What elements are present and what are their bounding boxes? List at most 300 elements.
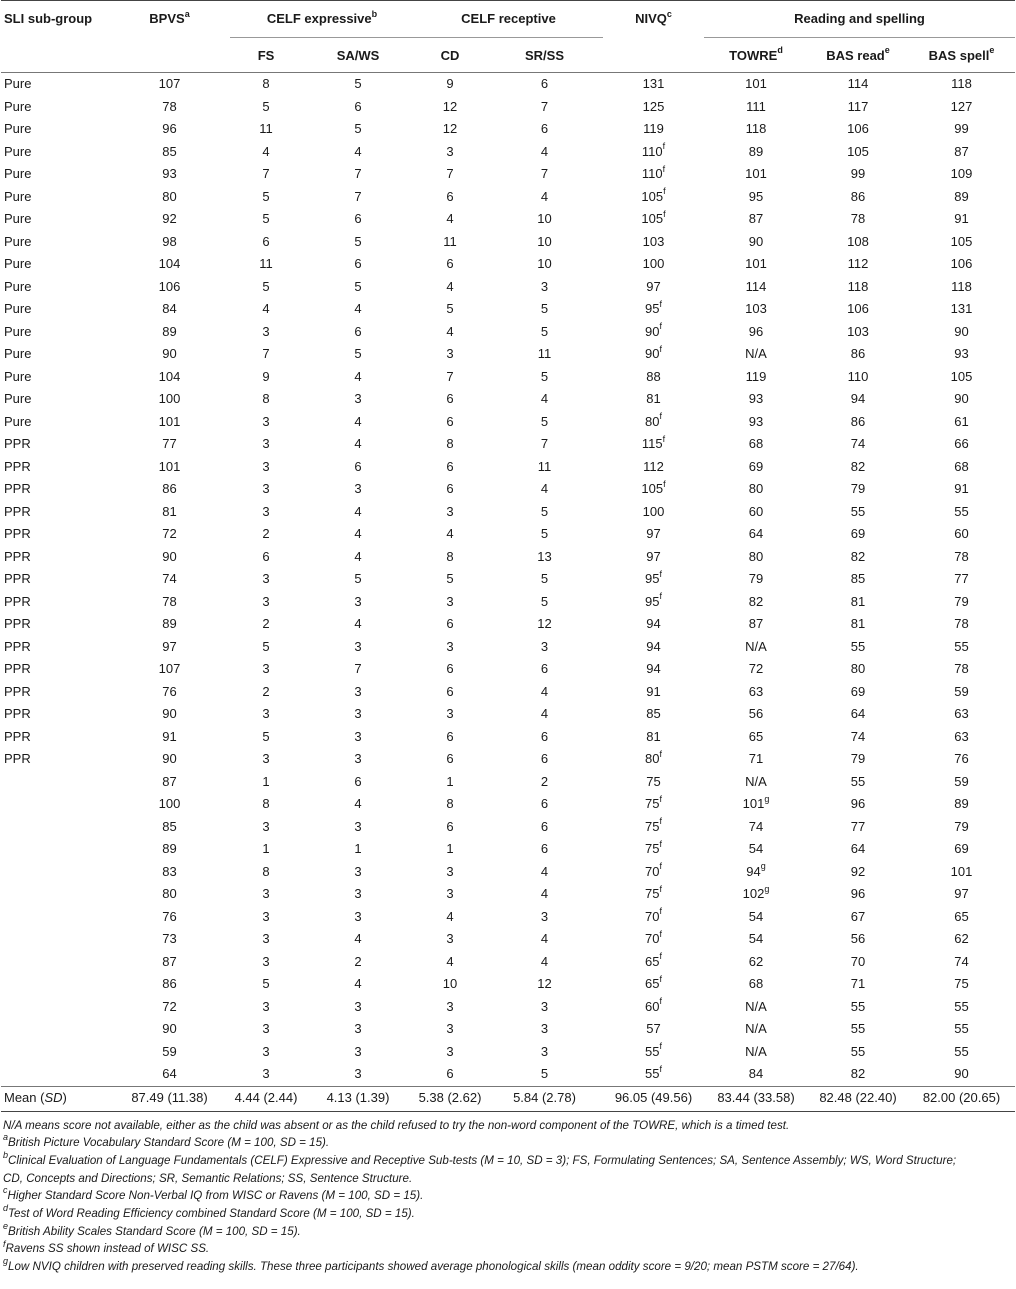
sr-ss-cell: 6 bbox=[540, 796, 549, 811]
sr-ss-cell: 4 bbox=[540, 931, 549, 946]
sr-ss-cell: 4 bbox=[540, 953, 549, 969]
bpvs-cell: 78 bbox=[162, 593, 177, 609]
cd-cell: 4 bbox=[446, 908, 454, 924]
bas-spell-cell: 90 bbox=[954, 1066, 969, 1081]
table-row bbox=[1, 388, 1015, 411]
subgroup-cell: PPR bbox=[4, 436, 31, 451]
subgroup-cell: PPR bbox=[4, 616, 31, 631]
nivq-cell: 94 bbox=[646, 616, 661, 631]
subgroup-cell: Pure bbox=[4, 278, 32, 294]
nivq-cell: 65$^f$ bbox=[645, 951, 662, 969]
sr-ss-cell: 4 bbox=[540, 143, 549, 159]
towre-cell: 93 bbox=[748, 391, 764, 406]
bas-spell-cell: 78 bbox=[954, 661, 969, 676]
bpvs-cell: 89 bbox=[162, 841, 177, 856]
fs-cell: 3 bbox=[262, 1021, 270, 1036]
bas-read-cell: 55 bbox=[850, 638, 866, 654]
header-bas-spell: BAS spell$^e$ bbox=[928, 45, 995, 63]
bas-spell-cell: 55 bbox=[954, 1043, 969, 1059]
sa-ws-cell: 3 bbox=[354, 706, 362, 721]
bpvs-cell: 90 bbox=[162, 1021, 177, 1036]
sr-ss-cell: 6 bbox=[540, 818, 549, 834]
towre-cell: 82 bbox=[748, 593, 764, 609]
sr-ss-cell: 5 bbox=[540, 413, 549, 429]
subgroup-cell: Pure bbox=[4, 301, 32, 316]
nivq-cell: 105$^f$ bbox=[641, 478, 666, 496]
footnote-b-continued: CD, Concepts and Directions; SR, Semantic Relations; SS, Sentence Structure. bbox=[3, 1171, 413, 1185]
sr-ss-cell: 4 bbox=[540, 481, 549, 496]
sr-ss-cell: 5 bbox=[540, 301, 549, 316]
subgroup-cell: Pure bbox=[4, 211, 32, 226]
sa-ws-cell: 3 bbox=[354, 1043, 362, 1059]
nivq-cell: 100 bbox=[642, 256, 665, 271]
sr-ss-cell: 4 bbox=[540, 683, 549, 699]
bas-read-cell: 92 bbox=[850, 863, 866, 879]
subgroup-cell bbox=[1, 1041, 109, 1064]
towre-cell: 54 bbox=[748, 908, 764, 924]
bas-spell-cell: 79 bbox=[954, 818, 969, 834]
fs-cell: 11 bbox=[259, 256, 273, 271]
footnote-f: $^f$Ravens SS shown instead of WISC SS. bbox=[3, 1238, 210, 1256]
table-row bbox=[1, 298, 1015, 321]
subgroup-cell: PPR bbox=[4, 503, 31, 519]
header-towre: TOWRE$^d$ bbox=[729, 45, 783, 63]
cd-cell: 6 bbox=[446, 256, 454, 271]
nivq-cell: 91 bbox=[646, 683, 661, 699]
towre-cell: 101 bbox=[745, 256, 767, 271]
bas-read-cell: 117 bbox=[847, 98, 869, 114]
bpvs-cell: 64 bbox=[162, 1066, 177, 1081]
nivq-cell: 81 bbox=[646, 728, 661, 744]
bas-spell-cell: 109 bbox=[950, 166, 973, 181]
bpvs-cell: 84 bbox=[162, 301, 177, 316]
nivq-cell: 80$^f$ bbox=[645, 748, 662, 766]
towre-cell: 89 bbox=[748, 143, 764, 159]
bas-read-cell: 80 bbox=[850, 661, 866, 676]
nivq-cell: 95$^f$ bbox=[645, 591, 662, 609]
mean-cell: 5.84 (2.78) bbox=[486, 1086, 603, 1111]
towre-cell: 68 bbox=[748, 436, 764, 451]
bas-read-cell: 78 bbox=[850, 211, 866, 226]
nivq-cell: 90$^f$ bbox=[645, 321, 662, 339]
cd-cell: 1 bbox=[446, 841, 454, 856]
sa-ws-cell: 5 bbox=[354, 233, 362, 249]
table-footnotes bbox=[0, 1112, 1016, 1276]
subgroup-cell bbox=[1, 883, 109, 906]
sr-ss-cell: 3 bbox=[540, 1043, 549, 1059]
bpvs-cell: 98 bbox=[162, 233, 177, 249]
header-fs: FS bbox=[257, 47, 275, 63]
cd-cell: 6 bbox=[446, 1066, 454, 1081]
table-row bbox=[1, 411, 1015, 434]
fs-cell: 3 bbox=[262, 886, 270, 901]
fs-cell: 3 bbox=[262, 323, 270, 339]
fs-cell: 3 bbox=[262, 571, 270, 586]
sr-ss-cell: 10 bbox=[537, 256, 552, 271]
towre-cell: 79 bbox=[748, 571, 764, 586]
table-body bbox=[1, 73, 1015, 1087]
sr-ss-cell: 5 bbox=[540, 323, 549, 339]
subgroup-cell: PPR bbox=[4, 728, 31, 744]
subgroup-cell: PPR bbox=[4, 593, 31, 609]
fs-cell: 1 bbox=[262, 773, 270, 789]
table-row bbox=[1, 996, 1015, 1019]
cd-cell: 8 bbox=[446, 796, 454, 811]
bas-read-cell: 110 bbox=[847, 368, 869, 384]
bas-read-cell: 77 bbox=[850, 818, 866, 834]
fs-cell: 5 bbox=[262, 728, 270, 744]
bpvs-cell: 80 bbox=[162, 188, 177, 204]
cd-cell: 4 bbox=[446, 526, 454, 541]
bas-spell-cell: 61 bbox=[954, 413, 969, 429]
table-row bbox=[1, 1063, 1015, 1086]
nivq-cell: 75$^f$ bbox=[645, 816, 662, 834]
table-row bbox=[1, 96, 1015, 119]
fs-cell: 3 bbox=[262, 593, 270, 609]
table-row bbox=[1, 771, 1015, 794]
bpvs-cell: 93 bbox=[162, 166, 177, 181]
cd-cell: 4 bbox=[446, 323, 454, 339]
table-row bbox=[1, 501, 1015, 524]
sr-ss-cell: 5 bbox=[540, 1066, 549, 1081]
bpvs-cell: 72 bbox=[162, 998, 177, 1014]
sr-ss-cell: 5 bbox=[540, 368, 549, 384]
subgroup-cell: Pure bbox=[4, 368, 32, 384]
sa-ws-cell: 6 bbox=[354, 211, 362, 226]
bas-spell-cell: 79 bbox=[954, 593, 969, 609]
sa-ws-cell: 4 bbox=[354, 301, 362, 316]
header-sr-ss: SR/SS bbox=[524, 47, 564, 63]
bas-spell-cell: 87 bbox=[954, 143, 969, 159]
mean-label: Mean (SD) bbox=[1, 1086, 109, 1111]
bpvs-cell: 89 bbox=[162, 323, 177, 339]
nivq-cell: 65$^f$ bbox=[645, 973, 662, 991]
sr-ss-cell: 5 bbox=[540, 503, 549, 519]
cd-cell: 8 bbox=[446, 548, 454, 564]
cd-cell: 7 bbox=[446, 368, 454, 384]
sr-ss-cell: 6 bbox=[540, 76, 549, 91]
bas-read-cell: 64 bbox=[850, 841, 866, 856]
cd-cell: 3 bbox=[446, 1043, 454, 1059]
fs-cell: 6 bbox=[262, 233, 270, 249]
sa-ws-cell: 5 bbox=[354, 346, 362, 361]
bpvs-cell: 90 bbox=[162, 706, 177, 721]
cd-cell: 4 bbox=[446, 953, 454, 969]
table-row bbox=[1, 636, 1015, 659]
nivq-cell: 110$^f$ bbox=[641, 163, 666, 181]
subgroup-cell bbox=[1, 928, 109, 951]
nivq-cell: 75$^f$ bbox=[645, 838, 662, 856]
subgroup-cell: PPR bbox=[4, 481, 31, 496]
header-subgroup: SLI sub-group bbox=[4, 11, 93, 26]
sa-ws-cell: 5 bbox=[354, 278, 362, 294]
bas-read-cell: 67 bbox=[850, 908, 866, 924]
bas-read-cell: 114 bbox=[847, 76, 869, 91]
mean-cell: 82.00 (20.65) bbox=[908, 1086, 1015, 1111]
sr-ss-cell: 6 bbox=[540, 841, 549, 856]
scores-table bbox=[1, 0, 1015, 1112]
cd-cell: 12 bbox=[442, 98, 458, 114]
cd-cell: 6 bbox=[446, 818, 454, 834]
table-row bbox=[1, 906, 1015, 929]
fs-cell: 3 bbox=[262, 661, 270, 676]
table-row bbox=[1, 1041, 1015, 1064]
table-row bbox=[1, 231, 1015, 254]
sr-ss-cell: 12 bbox=[537, 616, 552, 631]
cd-cell: 5 bbox=[446, 301, 454, 316]
fs-cell: 3 bbox=[262, 818, 270, 834]
subgroup-cell: Pure bbox=[4, 143, 32, 159]
bas-spell-cell: 59 bbox=[954, 773, 969, 789]
sa-ws-cell: 4 bbox=[354, 931, 362, 946]
nivq-cell: 103 bbox=[642, 233, 665, 249]
bas-spell-cell: 131 bbox=[950, 301, 973, 316]
sa-ws-cell: 4 bbox=[354, 548, 362, 564]
subgroup-cell: Pure bbox=[4, 346, 32, 361]
sa-ws-cell: 4 bbox=[354, 503, 362, 519]
towre-cell: 90 bbox=[748, 233, 764, 249]
towre-cell: 87 bbox=[748, 211, 764, 226]
bas-read-cell: 55 bbox=[850, 503, 866, 519]
sa-ws-cell: 4 bbox=[354, 976, 362, 991]
sr-ss-cell: 3 bbox=[540, 638, 549, 654]
fs-cell: 2 bbox=[262, 616, 270, 631]
subgroup-cell bbox=[1, 1018, 109, 1041]
subgroup-cell: PPR bbox=[4, 548, 31, 564]
bpvs-cell: 90 bbox=[162, 751, 177, 766]
sa-ws-cell: 4 bbox=[354, 413, 362, 429]
fs-cell: 5 bbox=[262, 638, 270, 654]
header-bpvs: BPVS$^a$ bbox=[149, 8, 190, 26]
subgroup-cell bbox=[1, 996, 109, 1019]
towre-cell: 62 bbox=[748, 953, 764, 969]
sr-ss-cell: 10 bbox=[537, 233, 552, 249]
table-row bbox=[1, 973, 1015, 996]
bas-read-cell: 82 bbox=[850, 1066, 866, 1081]
bas-spell-cell: 78 bbox=[954, 616, 969, 631]
bpvs-cell: 92 bbox=[162, 211, 177, 226]
fs-cell: 5 bbox=[262, 98, 270, 114]
table-row bbox=[1, 883, 1015, 906]
bas-spell-cell: 75 bbox=[954, 976, 969, 991]
fs-cell: 3 bbox=[262, 706, 270, 721]
fs-cell: 5 bbox=[262, 188, 270, 204]
towre-cell: 63 bbox=[748, 683, 764, 699]
fs-cell: 4 bbox=[262, 143, 270, 159]
subgroup-cell bbox=[1, 838, 109, 861]
subgroup-cell bbox=[1, 1063, 109, 1086]
bas-read-cell: 86 bbox=[850, 346, 866, 361]
sa-ws-cell: 3 bbox=[354, 751, 362, 766]
fs-cell: 3 bbox=[262, 1043, 270, 1059]
nivq-cell: 94 bbox=[646, 661, 661, 676]
bpvs-cell: 104 bbox=[158, 368, 181, 384]
bas-spell-cell: 66 bbox=[954, 436, 969, 451]
cd-cell: 3 bbox=[446, 706, 454, 721]
bas-read-cell: 69 bbox=[850, 683, 866, 699]
nivq-cell: 55$^f$ bbox=[645, 1063, 662, 1081]
fs-cell: 3 bbox=[262, 931, 270, 946]
bas-read-cell: 74 bbox=[850, 436, 866, 451]
towre-cell: 101 bbox=[745, 166, 767, 181]
bas-spell-cell: 89 bbox=[954, 188, 969, 204]
nivq-cell: 97 bbox=[646, 548, 661, 564]
sr-ss-cell: 4 bbox=[540, 391, 549, 406]
bas-spell-cell: 55 bbox=[954, 998, 969, 1014]
towre-cell: 72 bbox=[748, 661, 764, 676]
bpvs-cell: 107 bbox=[158, 661, 181, 676]
bas-spell-cell: 55 bbox=[954, 638, 969, 654]
bpvs-cell: 72 bbox=[162, 526, 177, 541]
nivq-cell: 97 bbox=[646, 278, 661, 294]
bas-spell-cell: 76 bbox=[954, 751, 969, 766]
sa-ws-cell: 3 bbox=[354, 1066, 362, 1081]
nivq-cell: 119 bbox=[643, 121, 664, 136]
fs-cell: 3 bbox=[262, 998, 270, 1014]
towre-cell: N/A bbox=[745, 1021, 767, 1036]
table-row bbox=[1, 186, 1015, 209]
bas-spell-cell: 55 bbox=[954, 503, 969, 519]
mean-cell: 5.38 (2.62) bbox=[414, 1086, 486, 1111]
cd-cell: 3 bbox=[446, 638, 454, 654]
cd-cell: 6 bbox=[446, 683, 454, 699]
subgroup-cell: Pure bbox=[4, 166, 32, 181]
towre-cell: 84 bbox=[748, 1066, 764, 1081]
towre-cell: 74 bbox=[748, 818, 764, 834]
bas-read-cell: 56 bbox=[850, 931, 866, 946]
bpvs-cell: 106 bbox=[158, 278, 181, 294]
sa-ws-cell: 5 bbox=[354, 571, 362, 586]
table-row bbox=[1, 478, 1015, 501]
bpvs-cell: 107 bbox=[158, 76, 181, 91]
sa-ws-cell: 4 bbox=[354, 616, 362, 631]
nivq-cell: 90$^f$ bbox=[645, 343, 662, 361]
subgroup-cell: PPR bbox=[4, 751, 31, 766]
sr-ss-cell: 3 bbox=[540, 278, 549, 294]
table-row bbox=[1, 523, 1015, 546]
bas-spell-cell: 105 bbox=[950, 368, 973, 384]
sa-ws-cell: 3 bbox=[354, 481, 362, 496]
cd-cell: 6 bbox=[446, 458, 454, 474]
subgroup-cell: PPR bbox=[4, 706, 31, 721]
sa-ws-cell: 3 bbox=[354, 391, 362, 406]
sr-ss-cell: 13 bbox=[537, 548, 552, 564]
bpvs-cell: 74 bbox=[162, 571, 177, 586]
bas-spell-cell: 65 bbox=[954, 908, 969, 924]
sr-ss-cell: 11 bbox=[537, 346, 552, 361]
table-row bbox=[1, 208, 1015, 231]
bas-read-cell: 82 bbox=[850, 548, 866, 564]
footnote-b: $^b$Clinical Evaluation of Language Fundamentals (CELF) Expressive and Receptive Sub-tests (M = 10, SD = 3); FS, Formulating Sentences; SA, Sentence Assembly; WS, Word Structure; bbox=[3, 1150, 957, 1167]
bpvs-cell: 101 bbox=[158, 458, 181, 474]
bas-spell-cell: 59 bbox=[954, 683, 969, 699]
bas-read-cell: 86 bbox=[850, 188, 866, 204]
sr-ss-cell: 7 bbox=[540, 98, 549, 114]
bas-read-cell: 70 bbox=[850, 953, 866, 969]
bpvs-cell: 77 bbox=[162, 436, 177, 451]
sr-ss-cell: 7 bbox=[540, 166, 549, 181]
bpvs-cell: 96 bbox=[162, 121, 177, 136]
fs-cell: 5 bbox=[262, 278, 270, 294]
fs-cell: 8 bbox=[262, 796, 270, 811]
sa-ws-cell: 3 bbox=[354, 818, 362, 834]
towre-cell: 68 bbox=[748, 976, 764, 991]
table-header bbox=[1, 1, 1015, 73]
fs-cell: 8 bbox=[262, 391, 270, 406]
fs-cell: 7 bbox=[262, 346, 270, 361]
sr-ss-cell: 5 bbox=[540, 593, 549, 609]
fs-cell: 5 bbox=[262, 211, 270, 226]
sa-ws-cell: 6 bbox=[354, 458, 362, 474]
nivq-cell: 75$^f$ bbox=[645, 883, 662, 901]
bpvs-cell: 81 bbox=[162, 503, 177, 519]
table-row bbox=[1, 321, 1015, 344]
subgroup-cell: Pure bbox=[4, 323, 32, 339]
sa-ws-cell: 6 bbox=[354, 773, 362, 789]
bas-read-cell: 96 bbox=[850, 886, 866, 901]
bas-read-cell: 55 bbox=[850, 773, 866, 789]
nivq-cell: 105$^f$ bbox=[641, 208, 666, 226]
table-row bbox=[1, 546, 1015, 569]
bpvs-cell: 100 bbox=[158, 391, 181, 406]
bpvs-cell: 59 bbox=[162, 1043, 177, 1059]
bpvs-cell: 101 bbox=[158, 413, 181, 429]
sa-ws-cell: 3 bbox=[354, 886, 362, 901]
sa-ws-cell: 3 bbox=[354, 863, 362, 879]
bas-read-cell: 79 bbox=[850, 751, 866, 766]
fs-cell: 3 bbox=[262, 1066, 270, 1081]
fs-cell: 2 bbox=[262, 526, 270, 541]
cd-cell: 7 bbox=[446, 166, 454, 181]
footnote-g: $^g$Low NVIQ children with preserved reading skills. These three participants showed average phonological skills (mean oddity score = 9/20; mean PSTM score = 27/64). bbox=[3, 1256, 859, 1274]
bpvs-cell: 85 bbox=[162, 818, 177, 834]
bpvs-cell: 87 bbox=[162, 953, 177, 969]
subgroup-cell: PPR bbox=[4, 526, 31, 541]
towre-cell: N/A bbox=[745, 998, 767, 1014]
subgroup-cell: Pure bbox=[4, 256, 32, 271]
cd-cell: 6 bbox=[446, 481, 454, 496]
table-row bbox=[1, 366, 1015, 389]
subgroup-cell bbox=[1, 906, 109, 929]
towre-cell: 96 bbox=[748, 323, 764, 339]
footnote-c: $^c$Higher Standard Score Non-Verbal IQ from WISC or Ravens (M = 100, SD = 15). bbox=[3, 1185, 424, 1203]
bas-read-cell: 106 bbox=[847, 121, 869, 136]
towre-cell: 101$^g$ bbox=[742, 793, 770, 811]
nivq-cell: 81 bbox=[646, 391, 661, 406]
subgroup-cell: PPR bbox=[4, 683, 31, 699]
bas-spell-cell: 93 bbox=[954, 346, 969, 361]
sa-ws-cell: 3 bbox=[354, 998, 362, 1014]
table-row bbox=[1, 681, 1015, 704]
towre-cell: 111 bbox=[746, 98, 766, 114]
subgroup-cell: Pure bbox=[4, 76, 32, 91]
bpvs-cell: 80 bbox=[162, 886, 177, 901]
table-row bbox=[1, 703, 1015, 726]
bas-read-cell: 99 bbox=[850, 166, 866, 181]
bas-spell-cell: 60 bbox=[954, 526, 969, 541]
towre-cell: 80 bbox=[748, 481, 764, 496]
cd-cell: 3 bbox=[446, 1021, 454, 1036]
bas-read-cell: 96 bbox=[850, 796, 866, 811]
towre-cell: 118 bbox=[745, 121, 767, 136]
cd-cell: 6 bbox=[446, 391, 454, 406]
table-row bbox=[1, 343, 1015, 366]
bas-spell-cell: 63 bbox=[954, 706, 969, 721]
towre-cell: N/A bbox=[745, 1043, 767, 1059]
nivq-cell: 88 bbox=[646, 368, 661, 384]
bas-read-cell: 55 bbox=[850, 1021, 866, 1036]
bas-spell-cell: 89 bbox=[954, 796, 969, 811]
